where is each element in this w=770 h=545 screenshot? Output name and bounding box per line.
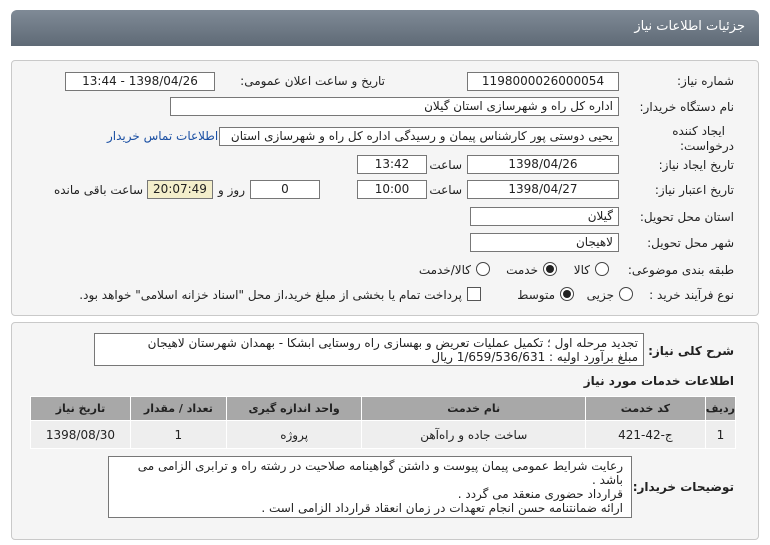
process-medium-radio[interactable] bbox=[560, 287, 574, 301]
page-header bbox=[11, 10, 759, 46]
buyer-label: نام دستگاه خریدار: bbox=[639, 100, 734, 114]
treasury-payment-checkbox[interactable] bbox=[467, 287, 481, 301]
services-table bbox=[30, 396, 736, 449]
category-service-radio[interactable] bbox=[543, 262, 557, 276]
description-line-2: مبلغ برآورد اولیه : 1/659/536/631 ریال bbox=[431, 350, 638, 364]
province-field: گیلان bbox=[470, 207, 619, 226]
buyer-notes-label: توضیحات خریدار: bbox=[632, 480, 734, 494]
cell-service-code: ج-42-421 bbox=[585, 421, 705, 449]
category-service-label: خدمت bbox=[506, 263, 538, 277]
col-service-code: کد خدمت bbox=[585, 397, 705, 421]
creator-field: یحیی دوستی پور کارشناس پیمان و رسیدگی اداره کل راه و شهرسازی استان bbox=[219, 127, 619, 146]
city-field: لاهیجان bbox=[470, 233, 619, 252]
description-line-1: تجدید مرحله اول ؛ تکمیل عملیات تعریض و بهسازی راه روستایی ابشکا - بهمدان شهرستان لاهیجان bbox=[147, 336, 638, 350]
announce-field: 1398/04/26 - 13:44 bbox=[65, 72, 215, 91]
description-box bbox=[94, 333, 644, 366]
table-row bbox=[31, 421, 736, 449]
services-section-title: اطلاعات خدمات مورد نیاز bbox=[583, 374, 734, 388]
cell-row-number: 1 bbox=[705, 421, 735, 449]
cell-service-name: ساخت جاده و راه‌آهن bbox=[362, 421, 585, 449]
creator-label-2: درخواست: bbox=[680, 139, 734, 153]
need-number-label: شماره نیاز: bbox=[677, 74, 734, 88]
need-number-field: 1198000026000054 bbox=[467, 72, 619, 91]
days-label: روز و bbox=[218, 183, 245, 197]
notes-line-1: رعایت شرایط عمومی پیمان پیوست و داشتن گواهینامه صلاحیت در رشته راه و ترابری الزامی می bbox=[137, 459, 623, 473]
category-goods-service-radio[interactable] bbox=[476, 262, 490, 276]
page-title: جزئیات اطلاعات نیاز bbox=[634, 19, 745, 34]
col-quantity: تعداد / مقدار bbox=[130, 397, 226, 421]
valid-date-field: 1398/04/27 bbox=[467, 180, 619, 199]
treasury-payment-label: پرداخت تمام یا بخشی از مبلغ خرید،از محل "اسناد خزانه اسلامی" خواهد بود. bbox=[79, 288, 462, 302]
province-label: استان محل تحویل: bbox=[639, 210, 734, 224]
create-date-field: 1398/04/26 bbox=[467, 155, 619, 174]
category-goods-label: کالا bbox=[573, 263, 590, 277]
col-service-name: نام خدمت bbox=[362, 397, 585, 421]
valid-time-label: ساعت bbox=[429, 183, 462, 197]
cell-need-date: 1398/08/30 bbox=[31, 421, 131, 449]
process-small-radio[interactable] bbox=[619, 287, 633, 301]
remaining-label: ساعت باقی مانده bbox=[53, 183, 143, 197]
buyer-field: اداره کل راه و شهرسازی استان گیلان bbox=[170, 97, 619, 116]
process-medium-label: متوسط bbox=[517, 288, 555, 302]
description-label: شرح کلی نیاز: bbox=[648, 344, 734, 358]
cell-quantity: 1 bbox=[130, 421, 226, 449]
days-field: 0 bbox=[250, 180, 320, 199]
process-small-label: جزیی bbox=[586, 288, 614, 302]
creator-label-1: ایجاد کننده bbox=[672, 124, 725, 138]
valid-date-label: تاریخ اعتبار نیاز: bbox=[654, 183, 734, 197]
valid-time-field: 10:00 bbox=[357, 180, 427, 199]
notes-line-3: قرارداد حضوری منعقد می گردد . bbox=[457, 487, 623, 501]
process-label: نوع فرآیند خرید : bbox=[649, 288, 734, 302]
buyer-notes-box bbox=[108, 456, 632, 518]
remaining-time-field: 20:07:49 bbox=[147, 180, 213, 199]
notes-line-4: ارائه ضمانتنامه حسن انجام تعهدات در زمان انعقاد قرارداد الزامی است . bbox=[261, 501, 623, 515]
notes-line-2: باشد . bbox=[592, 473, 623, 487]
category-goods-radio[interactable] bbox=[595, 262, 609, 276]
city-label: شهر محل تحویل: bbox=[647, 236, 734, 250]
category-label: طبقه بندی موضوعی: bbox=[627, 263, 734, 277]
contact-buyer-link[interactable]: اطلاعات تماس خریدار bbox=[107, 129, 219, 143]
create-time-label: ساعت bbox=[429, 158, 462, 172]
col-need-date: تاریخ نیاز bbox=[31, 397, 131, 421]
category-goods-service-label: کالا/خدمت bbox=[418, 263, 471, 277]
announce-label: تاریخ و ساعت اعلان عمومی: bbox=[240, 74, 385, 88]
col-unit: واحد اندازه گیری bbox=[226, 397, 362, 421]
create-time-field: 13:42 bbox=[357, 155, 427, 174]
col-row-number: ردیف bbox=[705, 397, 735, 421]
create-date-label: تاریخ ایجاد نیاز: bbox=[658, 158, 734, 172]
cell-unit: پروژه bbox=[226, 421, 362, 449]
